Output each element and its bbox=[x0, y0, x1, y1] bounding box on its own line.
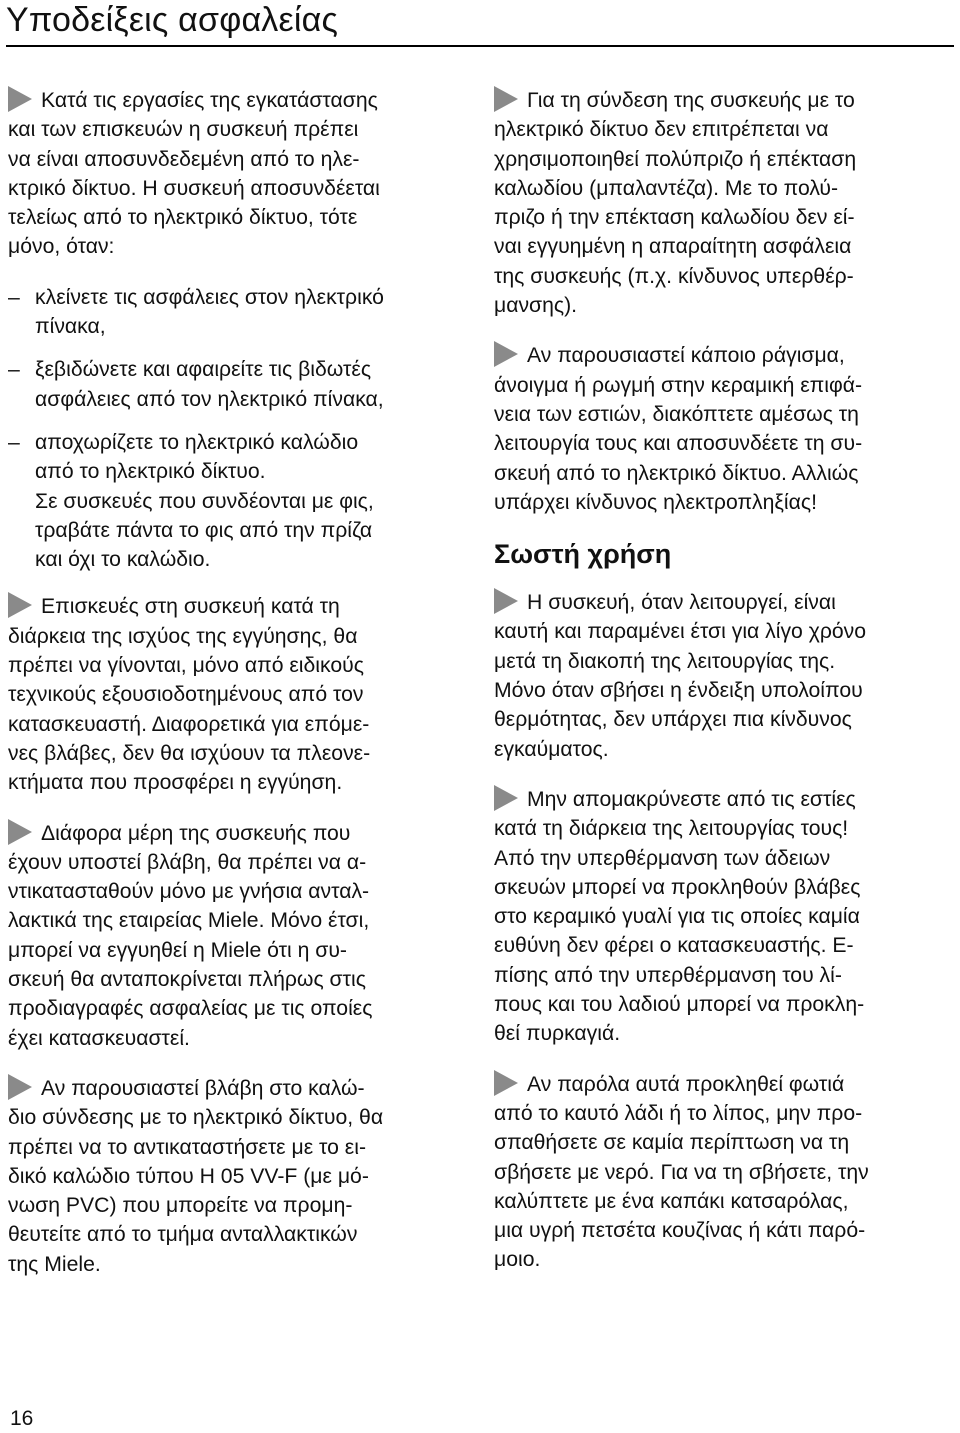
text-line bbox=[8, 994, 460, 1023]
text-line bbox=[494, 488, 946, 517]
line-text: λειτουργία τους και αποσυνδέετε τη συ- bbox=[494, 432, 863, 456]
text-line bbox=[494, 617, 946, 646]
line-text: υπάρχει κίνδυνος ηλεκτροπληξίας! bbox=[494, 490, 817, 514]
line-text: έχουν υποστεί βλάβη, θα πρέπει να α- bbox=[8, 850, 367, 874]
text-line bbox=[494, 291, 946, 320]
crack-paragraph bbox=[494, 341, 946, 517]
text-line bbox=[494, 86, 946, 115]
title-rule bbox=[6, 45, 954, 47]
line-text: ξεβιδώνετε και αφαιρείτε τις βιδωτές bbox=[35, 358, 372, 382]
line-text: μόνο, όταν: bbox=[8, 235, 115, 259]
text-line bbox=[494, 931, 946, 960]
line-text: Επισκευές στη συσκευή κατά τη bbox=[41, 595, 340, 619]
line-text: ευθύνη δεν φέρει ο κατασκευαστής. Ε- bbox=[494, 934, 854, 958]
text-line bbox=[8, 592, 460, 621]
line-text: μετά τη διακοπή της λειτουργίας της. bbox=[494, 649, 836, 673]
repairs-paragraph bbox=[8, 592, 460, 797]
text-line bbox=[8, 739, 460, 768]
text-line bbox=[494, 1128, 946, 1157]
text-line bbox=[8, 877, 460, 906]
right-column bbox=[494, 86, 946, 1296]
line-text: Σε συσκευές που συνδέονται με φις, bbox=[35, 489, 374, 513]
line-text: τραβάτε πάντα το φις από την πρίζα bbox=[35, 518, 373, 542]
text-line bbox=[494, 262, 946, 291]
text-line bbox=[494, 873, 946, 902]
text-line bbox=[8, 1024, 460, 1053]
multi-socket-paragraph bbox=[494, 86, 946, 320]
text-line bbox=[494, 203, 946, 232]
line-text: λακτικά της εταιρείας Miele. Μόνο έτσι, bbox=[8, 909, 370, 933]
line-text: καλωδίου (μπαλαντέζα). Με το πολύ- bbox=[494, 176, 839, 200]
list-item bbox=[8, 283, 460, 342]
line-text: νες βλάβες, δεν θα ισχύουν τα πλεονε- bbox=[8, 741, 371, 765]
disconnect-paragraph bbox=[8, 86, 460, 262]
line-text: κλείνετε τις ασφάλειες στον ηλεκτρικό bbox=[35, 285, 384, 309]
page-title: Υποδείξεις ασφαλείας bbox=[6, 1, 339, 39]
line-text: τελείως από το ηλεκτρικό δίκτυο, τότε bbox=[8, 206, 358, 230]
line-text: θερμότητας, δεν υπάρχει πια κίνδυνος bbox=[494, 708, 852, 732]
text-line bbox=[8, 86, 460, 115]
line-text: κατά τη διάρκεια της λειτουργίας τους! bbox=[494, 817, 849, 841]
line-text: σβήσετε με νερό. Για να τη σβήσετε, την bbox=[494, 1160, 869, 1184]
text-line bbox=[8, 1162, 460, 1191]
text-line bbox=[494, 1216, 946, 1245]
line-text: θεί πυρκαγιά. bbox=[494, 1022, 621, 1046]
line-text: Μόνο όταν σβήσει η ένδειξη υπολοίπου bbox=[494, 679, 863, 703]
triangle-bullet-icon bbox=[494, 341, 518, 367]
line-text: Από την υπερθέρμανση των άδειων bbox=[494, 846, 831, 870]
text-line bbox=[8, 1103, 460, 1132]
triangle-bullet-icon bbox=[494, 86, 518, 112]
line-text: Διάφορα μέρη της συσκευής που bbox=[41, 821, 351, 845]
line-text: τεχνικούς εξουσιοδοτημένους από τον bbox=[8, 683, 364, 707]
text-line bbox=[494, 814, 946, 843]
text-line bbox=[8, 680, 460, 709]
line-text: νωση PVC) που μπορείτε να προμη- bbox=[8, 1194, 353, 1218]
line-text: ηλεκτρικό δίκτυο δεν επιτρέπεται να bbox=[494, 118, 829, 142]
text-line bbox=[494, 676, 946, 705]
line-text: σκευή θα ανταποκρίνεται πλήρως στις bbox=[8, 968, 366, 992]
text-line bbox=[494, 145, 946, 174]
line-text: ντικατασταθούν μόνο με γνήσια ανταλ- bbox=[8, 880, 370, 904]
line-text: δικό καλώδιο τύπου H 05 VV-F (με μό- bbox=[8, 1164, 369, 1188]
text-line bbox=[8, 1074, 460, 1103]
line-text: από το ηλεκτρικό δίκτυο. bbox=[35, 460, 266, 484]
triangle-bullet-icon bbox=[8, 819, 32, 845]
page-number: 16 bbox=[10, 1407, 34, 1430]
text-line bbox=[8, 768, 460, 797]
text-line bbox=[494, 1099, 946, 1128]
line-text: πρέπει να γίνονται, μόνο από ειδικούς bbox=[8, 654, 364, 678]
text-line bbox=[494, 174, 946, 203]
text-line bbox=[35, 283, 460, 312]
line-text: Κατά τις εργασίες της εγκατάστασης bbox=[41, 89, 378, 112]
text-line bbox=[35, 545, 460, 574]
fire-paragraph bbox=[494, 1070, 946, 1275]
line-text: μια υγρή πετσέτα κουζίνας ή κάτι παρό- bbox=[494, 1219, 866, 1243]
text-line bbox=[494, 459, 946, 488]
text-line bbox=[35, 385, 460, 414]
text-line bbox=[8, 174, 460, 203]
line-text: πίνακα, bbox=[35, 315, 106, 339]
triangle-bullet-icon bbox=[8, 86, 32, 112]
line-text: αποχωρίζετε το ηλεκτρικό καλώδιο bbox=[35, 430, 359, 454]
line-text: διάρκεια της ισχύος της εγγύησης, θα bbox=[8, 624, 358, 648]
line-text: κτήματα που προσφέρει η εγγύηση. bbox=[8, 771, 343, 795]
text-line bbox=[8, 848, 460, 877]
dash-marker: – bbox=[8, 358, 20, 382]
text-line bbox=[494, 785, 946, 814]
line-text: κτρικό δίκτυο. Η συσκευή αποσυνδέεται bbox=[8, 176, 380, 200]
text-line bbox=[494, 990, 946, 1019]
text-line bbox=[494, 1158, 946, 1187]
dash-marker: – bbox=[8, 430, 20, 454]
line-text: στο κεραμικό γυαλί για τις οποίες καμία bbox=[494, 905, 860, 929]
text-line bbox=[494, 400, 946, 429]
triangle-bullet-icon bbox=[8, 592, 32, 618]
text-line bbox=[35, 457, 460, 486]
line-text: σκευών μπορεί να προκληθούν βλάβες bbox=[494, 875, 861, 899]
text-line bbox=[494, 115, 946, 144]
text-line bbox=[494, 705, 946, 734]
triangle-bullet-icon bbox=[494, 588, 518, 614]
text-line bbox=[494, 735, 946, 764]
line-text: της συσκευής (π.χ. κίνδυνος υπερθέρ- bbox=[494, 264, 854, 288]
text-line bbox=[35, 428, 460, 457]
text-line bbox=[494, 844, 946, 873]
hot-surface-paragraph bbox=[494, 588, 946, 764]
text-line bbox=[494, 1070, 946, 1099]
text-line bbox=[494, 588, 946, 617]
triangle-bullet-icon bbox=[8, 1074, 32, 1100]
line-text: σκευή από το ηλεκτρικό δίκτυο. Αλλιώς bbox=[494, 461, 859, 485]
line-text: διο σύνδεσης με το ηλεκτρικό δίκτυο, θα bbox=[8, 1106, 384, 1130]
line-text: καλύπτετε με ένα καπάκι κατσαρόλας, bbox=[494, 1189, 849, 1213]
line-text: Αν παρόλα αυτά προκληθεί φωτιά bbox=[527, 1072, 845, 1096]
line-text: Η συσκευή, όταν λειτουργεί, είναι bbox=[527, 591, 836, 615]
line-text: νεια των εστιών, διακόπτετε αμέσως τη bbox=[494, 402, 859, 426]
text-line bbox=[35, 355, 460, 384]
line-text: από το καυτό λάδι ή το λίπος, μην προ- bbox=[494, 1101, 863, 1125]
text-line bbox=[8, 906, 460, 935]
text-line bbox=[35, 487, 460, 516]
text-line bbox=[8, 1133, 460, 1162]
text-line bbox=[494, 371, 946, 400]
section-heading: Σωστή χρήση bbox=[494, 539, 672, 570]
line-text: να είναι αποσυνδεδεμένη από το ηλε- bbox=[8, 147, 360, 171]
unattended-paragraph bbox=[494, 785, 946, 1049]
text-line bbox=[8, 936, 460, 965]
line-text: σπαθήσετε σε καμία περίπτωση να τη bbox=[494, 1131, 850, 1155]
text-line bbox=[35, 312, 460, 341]
line-text: πους και του λαδιού μπορεί να προκλη- bbox=[494, 993, 865, 1017]
text-line bbox=[8, 819, 460, 848]
line-text: Μην απομακρύνεστε από τις εστίες bbox=[527, 787, 856, 811]
line-text: πίσης από την υπερθέρμανση του λί- bbox=[494, 963, 842, 987]
line-text: μανσης). bbox=[494, 294, 578, 318]
line-text: προδιαγραφές ασφαλείας με τις οποίες bbox=[8, 997, 373, 1021]
cable-paragraph bbox=[8, 1074, 460, 1279]
text-line bbox=[8, 622, 460, 651]
line-text: της Miele. bbox=[8, 1252, 101, 1276]
line-text: και των επισκευών η συσκευή πρέπει bbox=[8, 118, 359, 142]
line-text: πριζο ή την επέκταση καλωδίου δεν εί- bbox=[494, 206, 855, 230]
line-text: Αν παρουσιαστεί κάποιο ράγισμα, bbox=[527, 344, 845, 368]
text-line bbox=[8, 232, 460, 261]
left-column bbox=[8, 86, 460, 1300]
spare-parts-paragraph bbox=[8, 819, 460, 1053]
text-line bbox=[8, 651, 460, 680]
text-line bbox=[494, 1019, 946, 1048]
line-text: ναι εγγυημένη η απαραίτητη ασφάλεια bbox=[494, 235, 852, 259]
triangle-bullet-icon bbox=[494, 1070, 518, 1096]
text-line bbox=[8, 145, 460, 174]
text-line bbox=[494, 961, 946, 990]
list-item bbox=[8, 355, 460, 414]
text-line bbox=[494, 1245, 946, 1274]
text-line bbox=[494, 341, 946, 370]
line-text: Για τη σύνδεση της συσκευής με το bbox=[527, 89, 855, 112]
text-line bbox=[8, 1220, 460, 1249]
line-text: πρέπει να το αντικαταστήσετε με το ει- bbox=[8, 1135, 367, 1159]
line-text: καυτή και παραμένει έτσι για λίγο χρόνο bbox=[494, 620, 867, 644]
text-line bbox=[8, 710, 460, 739]
line-text: μοιο. bbox=[494, 1248, 541, 1272]
text-line bbox=[8, 203, 460, 232]
dash-marker: – bbox=[8, 285, 20, 309]
text-line bbox=[8, 115, 460, 144]
line-text: άνοιγμα ή ρωγμή στην κεραμική επιφά- bbox=[494, 373, 863, 397]
text-line bbox=[494, 647, 946, 676]
line-text: θευτείτε από το τμήμα ανταλλακτικών bbox=[8, 1223, 358, 1247]
text-line bbox=[8, 1191, 460, 1220]
text-line bbox=[8, 1250, 460, 1279]
text-line bbox=[494, 429, 946, 458]
line-text: κατασκευαστή. Διαφορετικά για επόμε- bbox=[8, 712, 370, 736]
triangle-bullet-icon bbox=[494, 785, 518, 811]
text-line bbox=[494, 902, 946, 931]
text-line bbox=[494, 1187, 946, 1216]
line-text: έχει κατασκευαστεί. bbox=[8, 1026, 190, 1050]
line-text: χρησιμοποιηθεί πολύπριζο ή επέκταση bbox=[494, 147, 857, 171]
line-text: μπορεί να εγγυηθεί η Miele ότι η συ- bbox=[8, 938, 347, 962]
line-text: και όχι το καλώδιο. bbox=[35, 548, 211, 572]
list-item bbox=[8, 428, 460, 574]
line-text: εγκαύματος. bbox=[494, 737, 609, 761]
line-text: Αν παρουσιαστεί βλάβη στο καλώ- bbox=[41, 1076, 365, 1100]
line-text: ασφάλειες από τον ηλεκτρικό πίνακα, bbox=[35, 387, 384, 411]
text-line bbox=[494, 232, 946, 261]
text-line bbox=[35, 516, 460, 545]
text-line bbox=[8, 965, 460, 994]
